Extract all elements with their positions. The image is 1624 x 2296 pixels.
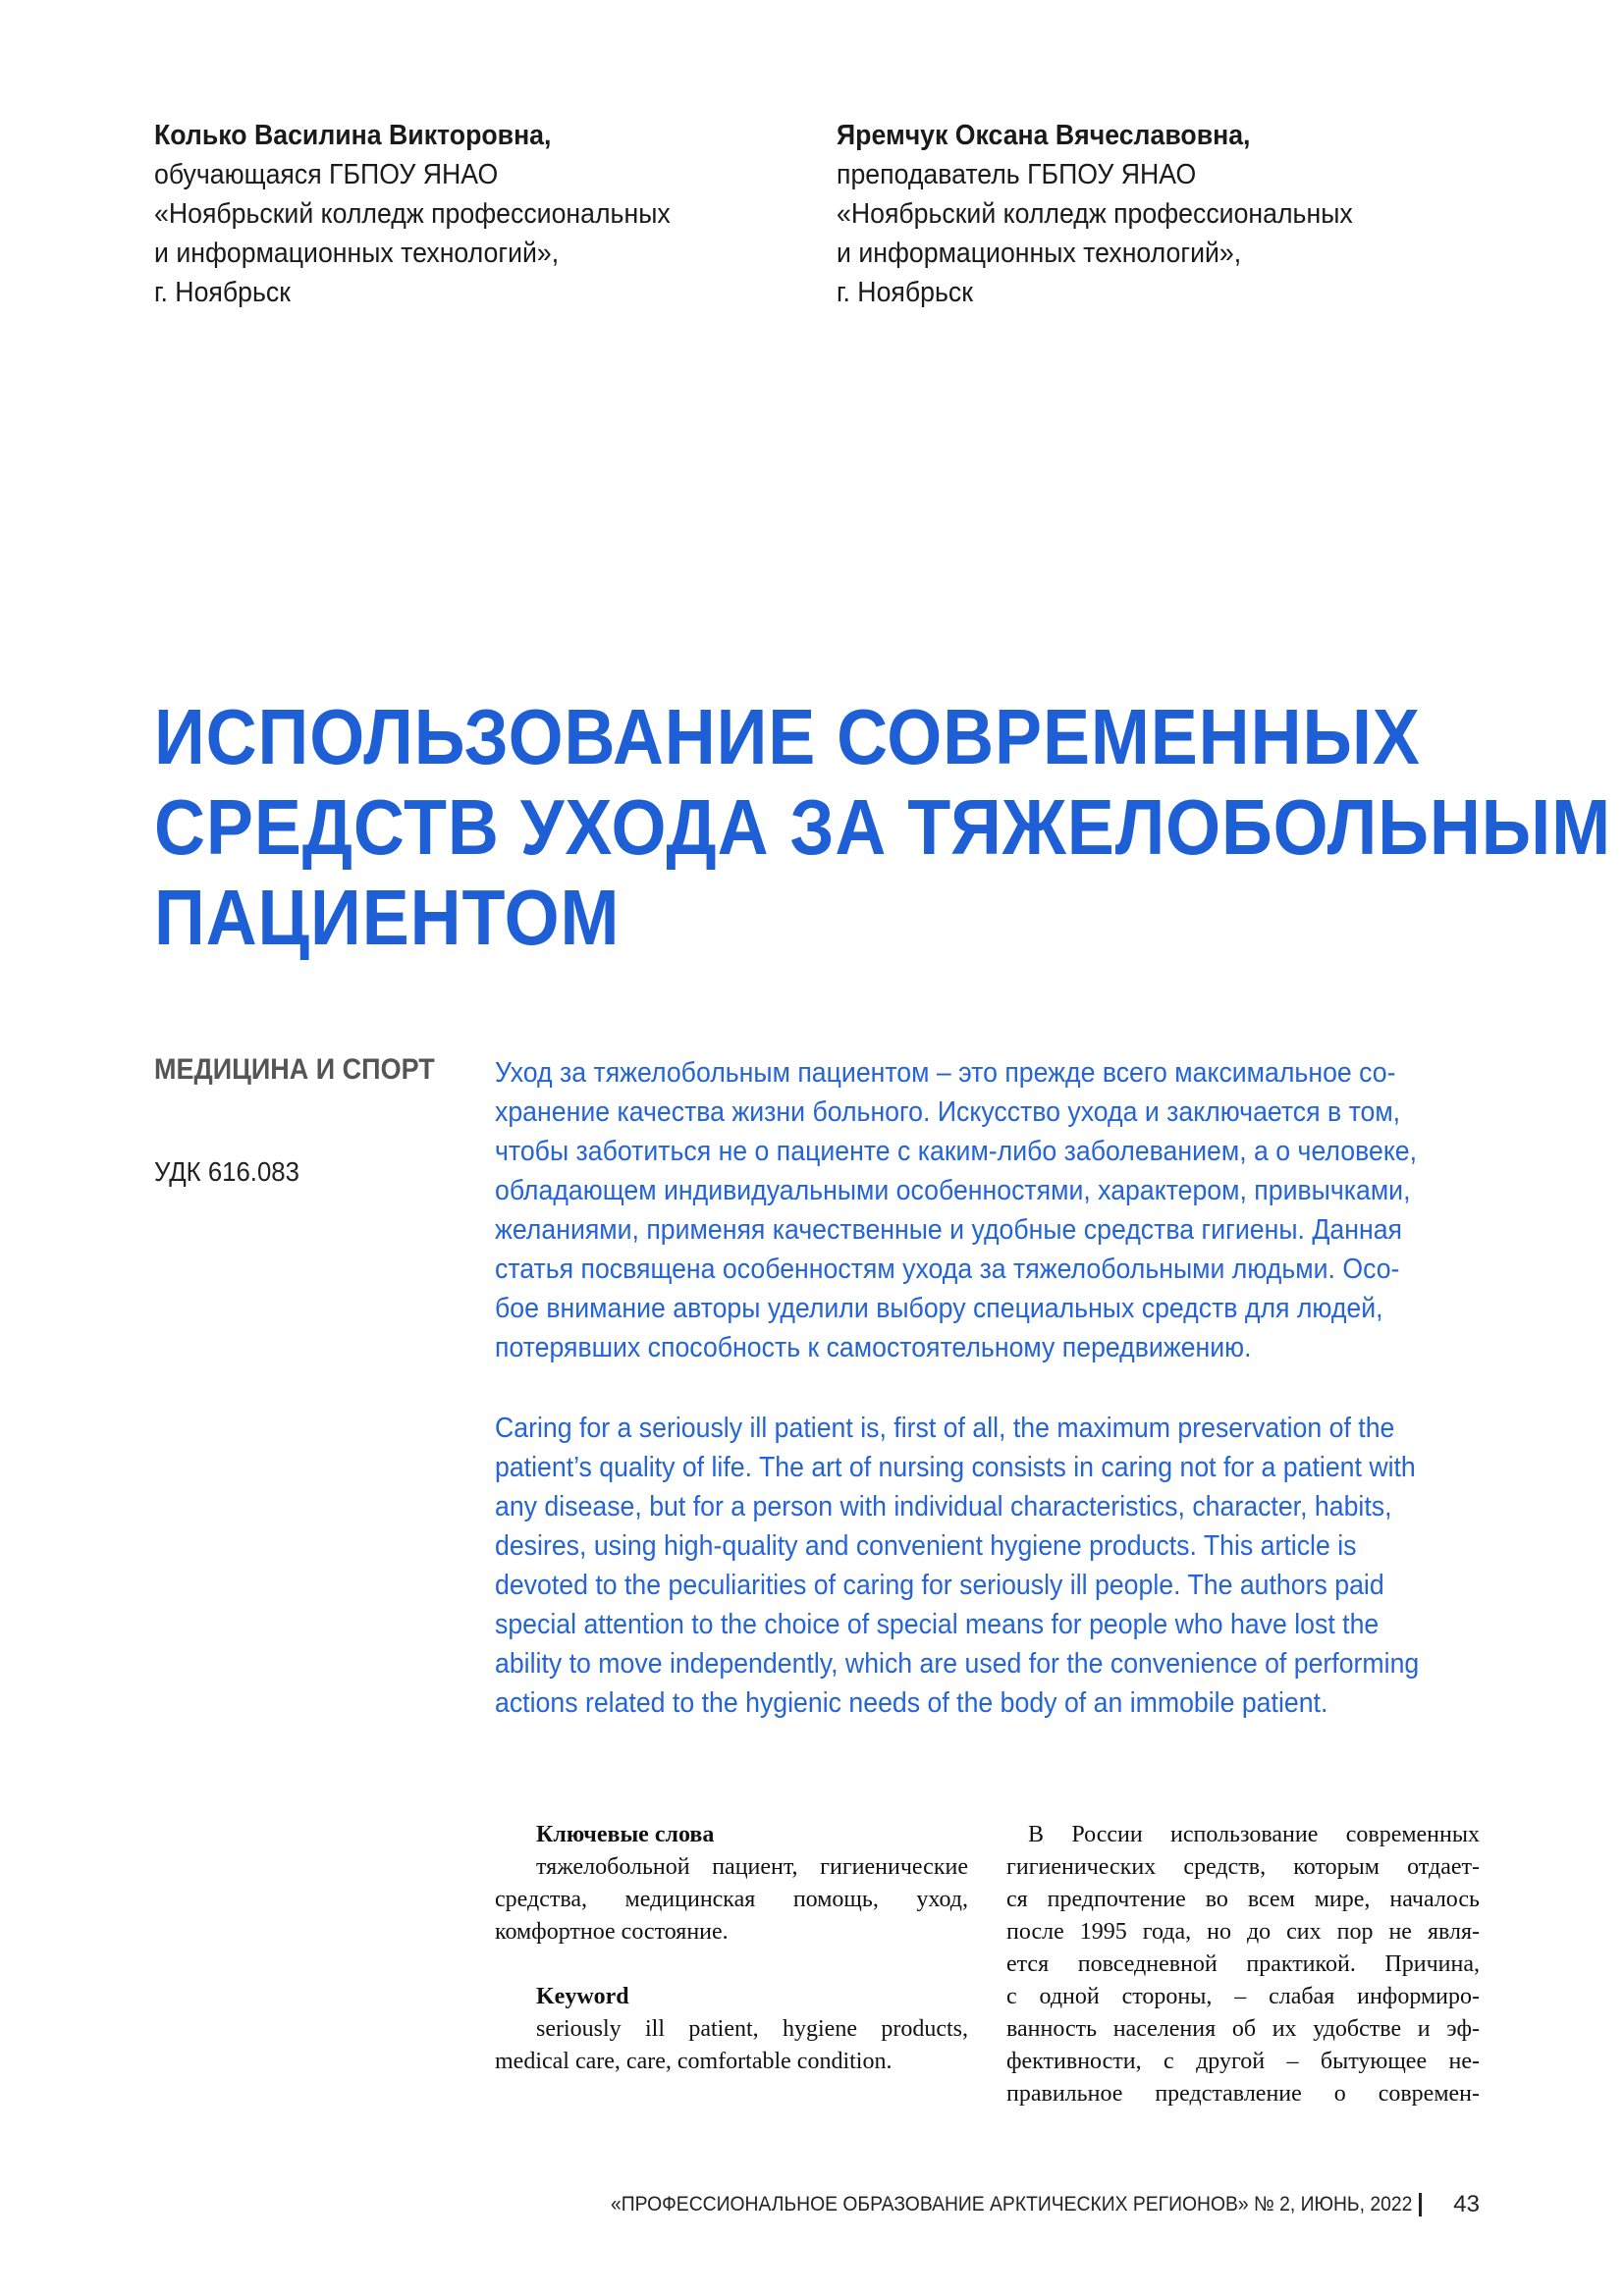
body-line: ся предпочтение во всем мире, началось	[1006, 1887, 1480, 1912]
author-block-1	[154, 116, 671, 312]
abstract-line: потерявших способность к самостоятельному передвижению.	[495, 1332, 1252, 1363]
abstract-line: бое внимание авторы уделили выбору специальных средств для людей,	[495, 1293, 1383, 1324]
author-affiliation-line: и информационных технологий»,	[154, 238, 560, 269]
keywords-text: seriously ill patient, hygiene products, medical care, care, comfortable condition.	[495, 2016, 968, 2074]
body-line: ется повседневной практикой. Причина,	[1006, 1951, 1480, 1977]
abstract-line: desires, using high-quality and convenient hygiene products. This article is	[495, 1530, 1357, 1562]
author-name: Яремчук Оксана Вячеславовна,	[837, 120, 1251, 151]
title-line: ПАЦИЕНТОМ	[154, 874, 621, 961]
body-line: правильное представление о современ-	[1006, 2081, 1480, 2107]
abstract-line: actions related to the hygienic needs of the body of an immobile patient.	[495, 1687, 1328, 1719]
keywords-english	[495, 1981, 968, 2078]
body-line: ванность населения об их удобстве и эф-	[1006, 2016, 1480, 2042]
journal-name: «ПРОФЕССИОНАЛЬНОЕ ОБРАЗОВАНИЕ АРКТИЧЕСКИХ РЕГИОНОВ» № 2, ИЮНЬ, 2022	[611, 2193, 1413, 2216]
keywords-text: тяжелобольной пациент, гигиенические средства, медицинская помощь, уход, комфортное состояние.	[495, 1854, 968, 1945]
author-affiliation-line: «Ноябрьский колледж профессиональных	[154, 198, 671, 230]
abstract-line: хранение качества жизни больного. Искусство ухода и заключается в том,	[495, 1096, 1401, 1128]
abstract-russian	[495, 1053, 1417, 1367]
author-affiliation-line: преподаватель ГБПОУ ЯНАО	[837, 159, 1197, 190]
body-line: с одной стороны, – слабая информиро-	[1006, 1984, 1480, 2009]
abstract-line: обладающем индивидуальными особенностями, характером, привычками,	[495, 1175, 1411, 1206]
abstract-line: статья посвящена особенностям ухода за тяжелобольными людьми. Осо-	[495, 1254, 1400, 1285]
keywords-heading: Keyword	[536, 1984, 629, 2009]
abstract-line: ability to move independently, which are used for the convenience of performing	[495, 1648, 1420, 1680]
author-affiliation-line: и информационных технологий»,	[837, 238, 1242, 269]
article-title	[154, 692, 1612, 963]
abstract-line: patient’s quality of life. The art of nursing consists in caring not for a patient with	[495, 1452, 1416, 1483]
section-label: МЕДИЦИНА И СПОРТ	[154, 1053, 435, 1086]
author-city: г. Ноябрьск	[154, 277, 291, 308]
abstract-english	[495, 1409, 1419, 1723]
abstract-line: чтобы заботиться не о пациенте с каким-либо заболеванием, а о человеке,	[495, 1136, 1418, 1167]
page-footer	[611, 2191, 1480, 2220]
abstract-line: Уход за тяжелобольным пациентом – это прежде всего максимальное со-	[495, 1057, 1396, 1089]
body-line: гигиенических средств, которым отдает-	[1006, 1854, 1480, 1880]
body-line: В России использование современных	[1028, 1822, 1480, 1847]
author-city: г. Ноябрьск	[837, 277, 973, 308]
abstract-line: Caring for a seriously ill patient is, first of all, the maximum preservation of the	[495, 1413, 1395, 1444]
footer-divider	[1419, 2193, 1422, 2216]
abstract-line: any disease, but for a person with individual characteristics, character, habits,	[495, 1491, 1392, 1522]
title-line: СРЕДСТВ УХОДА ЗА ТЯЖЕЛОБОЛЬНЫМ	[154, 783, 1612, 871]
author-name: Колько Василина Викторовна,	[154, 120, 552, 151]
author-block-2	[837, 116, 1353, 312]
abstract-line: желаниями, применяя качественные и удобные средства гигиены. Данная	[495, 1214, 1402, 1246]
abstract-line: devoted to the peculiarities of caring for seriously ill people. The authors paid	[495, 1570, 1384, 1601]
udc-code: УДК 616.083	[154, 1156, 299, 1187]
body-column	[1006, 1819, 1480, 2110]
keywords-russian	[495, 1819, 968, 1949]
keywords-heading: Ключевые слова	[536, 1822, 715, 1847]
body-line: фективности, с другой – бытующее не-	[1006, 2049, 1480, 2074]
author-affiliation-line: обучающаяся ГБПОУ ЯНАО	[154, 159, 499, 190]
page-number: 43	[1453, 2191, 1480, 2217]
abstract-line: special attention to the choice of special means for people who have lost the	[495, 1609, 1380, 1640]
author-affiliation-line: «Ноябрьский колледж профессиональных	[837, 198, 1353, 230]
title-line: ИСПОЛЬЗОВАНИЕ СОВРЕМЕННЫХ	[154, 693, 1421, 780]
body-line: после 1995 года, но до сих пор не явля-	[1006, 1919, 1480, 1945]
